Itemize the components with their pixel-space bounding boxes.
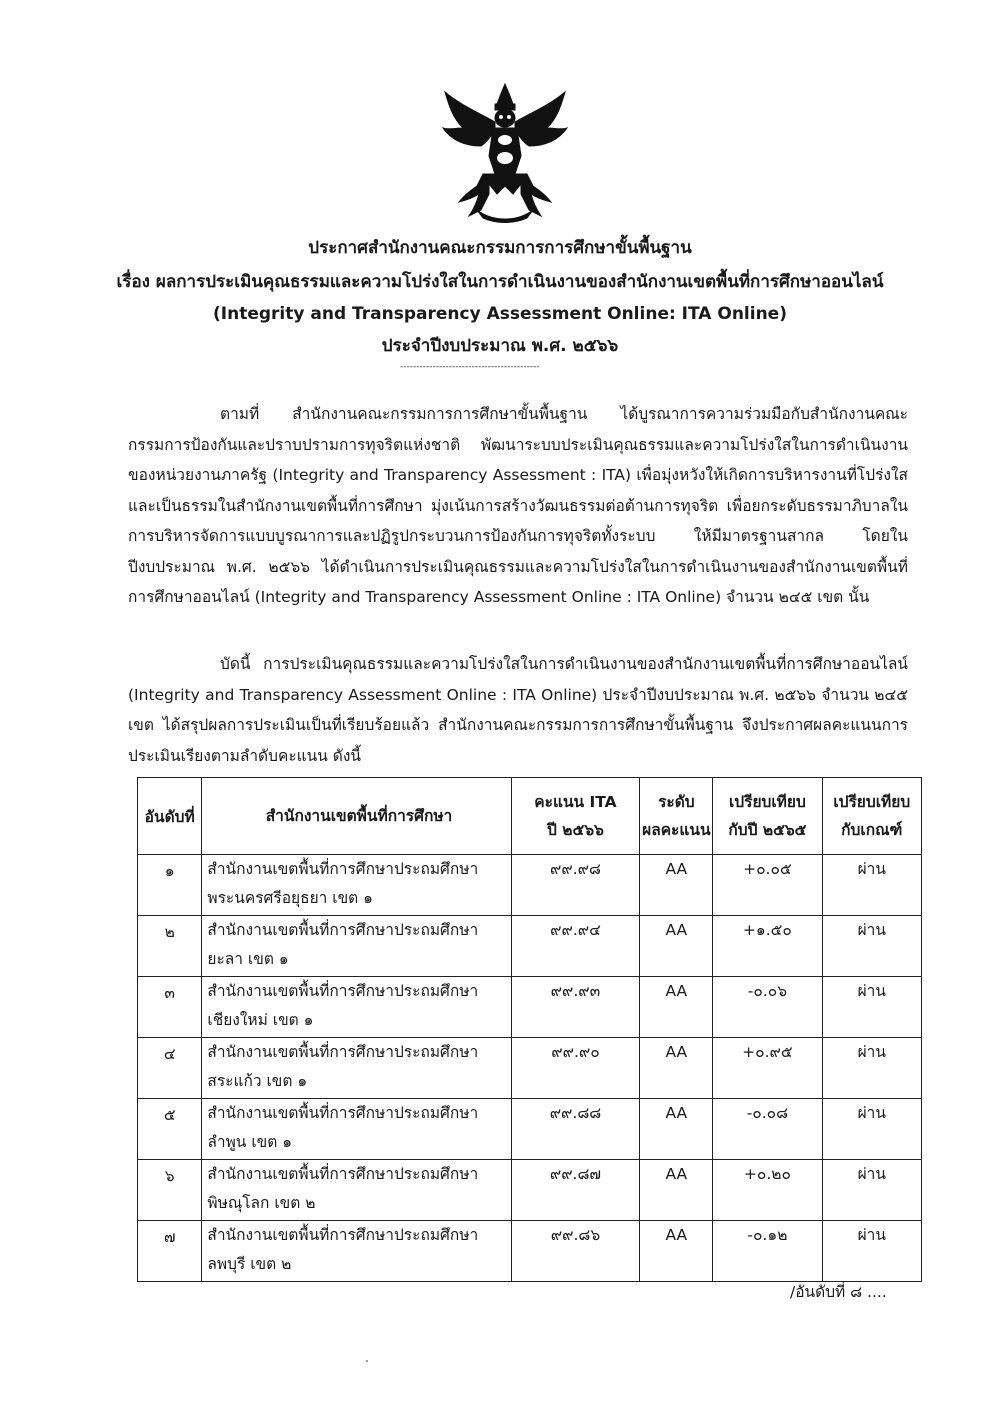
office-line1: สำนักงานเขตพื้นที่การศึกษาประถมศึกษา xyxy=(207,921,479,939)
table-row xyxy=(138,1221,922,1282)
office-cell xyxy=(202,1160,511,1221)
compare-cell: -๐.๑๒ xyxy=(713,1221,822,1282)
office-line1: สำนักงานเขตพื้นที่การศึกษาประถมศึกษา xyxy=(207,982,479,1000)
score-cell: ๙๙.๙๔ xyxy=(511,916,640,977)
header-compare-line1: เปรียบเทียบ xyxy=(728,793,806,811)
office-line2: พิษณุโลก เขต ๒ xyxy=(207,1194,316,1212)
body-paragraph-1: ตามที่ สำนักงานคณะกรรมการการศึกษาขั้นพื้นฐาน ได้บูรณาการความร่วมมือกับสำนักงานคณะกรรมการป้องกันและปราบปรามการทุจริตแห่งชาติ พัฒนาระบบประเมินคุณธรรมและความโปร่งใสในการดำเนินงานของหน่วยงานภาครัฐ (Integrity and Transparency Assessment : ITA) เพื่อมุ่งหวังให้เกิดการบริหารงานที่โปร่งใสและเป็นธรรมในสำนักงานเขตพื้นที่การศึกษา มุ่งเน้นการสร้างวัฒนธรรมต่อต้านการทุจริต เพื่อยกระดับธรรมาภิบาลในการบริหารจัดการแบบบูรณาการและปฏิรูปกระบวนการป้องกันการทุจริตทั้งระบบ ให้มีมาตรฐานสากล โดยในปีงบประมาณ พ.ศ. ๒๕๖๖ ได้ดำเนินการประเมินคุณธรรมและความโปร่งใสในการดำเนินงานของสำนักงานเขตพื้นที่การศึกษาออนไลน์ (Integrity and Transparency Assessment Online : ITA Online) จำนวน ๒๔๕ เขต นั้น xyxy=(128,405,908,606)
title-separator: ------------------------------------------- xyxy=(400,362,540,372)
office-cell xyxy=(202,916,511,977)
office-cell xyxy=(202,977,511,1038)
scan-speck xyxy=(366,1360,368,1362)
header-score-line2: ปี ๒๕๖๖ xyxy=(547,821,604,839)
level-cell: AA xyxy=(640,916,713,977)
compare-cell: -๐.๐๖ xyxy=(713,977,822,1038)
compare-cell: +๑.๕๐ xyxy=(713,916,822,977)
result-cell: ผ่าน xyxy=(822,977,921,1038)
office-line1: สำนักงานเขตพื้นที่การศึกษาประถมศึกษา xyxy=(207,1104,479,1122)
page-continuation: /อันดับที่ ๘ .... xyxy=(790,1283,887,1301)
office-cell xyxy=(202,1099,511,1160)
result-cell: ผ่าน xyxy=(822,1099,921,1160)
header-level-line2: ผลคะแนน xyxy=(642,821,711,839)
announcement-title: ประกาศสำนักงานคณะกรรมการการศึกษาขั้นพื้นฐาน xyxy=(308,238,692,258)
office-line1: สำนักงานเขตพื้นที่การศึกษาประถมศึกษา xyxy=(207,1043,479,1061)
table-row xyxy=(138,916,922,977)
header-score-line1: คะแนน ITA xyxy=(534,793,617,811)
result-cell: ผ่าน xyxy=(822,1160,921,1221)
header-score xyxy=(511,778,640,855)
level-cell: AA xyxy=(640,1038,713,1099)
table-header-row xyxy=(138,778,922,855)
level-cell: AA xyxy=(640,1099,713,1160)
header-level xyxy=(640,778,713,855)
rank-cell: ๗ xyxy=(138,1221,202,1282)
header-compare-line2: กับปี ๒๕๖๕ xyxy=(728,821,807,839)
table-row xyxy=(138,1099,922,1160)
level-cell: AA xyxy=(640,1160,713,1221)
office-line2: ลพบุรี เขต ๒ xyxy=(207,1255,292,1273)
announcement-subject: เรื่อง ผลการประเมินคุณธรรมและความโปร่งใสในการดำเนินงานของสำนักงานเขตพื้นที่การศึกษาออนไลน์ xyxy=(116,272,884,292)
rank-cell: ๔ xyxy=(138,1038,202,1099)
office-line2: ลำพูน เขต ๑ xyxy=(207,1133,293,1151)
header-compare-year xyxy=(713,778,822,855)
result-cell: ผ่าน xyxy=(822,1038,921,1099)
body-paragraph-2: บัดนี้ การประเมินคุณธรรมและความโปร่งใสในการดำเนินงานของสำนักงานเขตพื้นที่การศึกษาออนไลน์ (Integrity and Transparency Assessment Online : ITA Online) ประจำปีงบประมาณ พ.ศ. ๒๕๖๖ จำนวน ๒๔๕ เขต ได้สรุปผลการประเมินเป็นที่เรียบร้อยแล้ว สำนักงานคณะกรรมการการศึกษาขั้นพื้นฐาน จึงประกาศผลคะแนนการประเมินเรียงตามลำดับคะแนน ดังนี้ xyxy=(128,655,908,765)
level-cell: AA xyxy=(640,977,713,1038)
office-cell xyxy=(202,1038,511,1099)
garuda-emblem-icon xyxy=(437,82,573,224)
result-cell: ผ่าน xyxy=(822,855,921,916)
table-row xyxy=(138,855,922,916)
score-cell: ๙๙.๙๘ xyxy=(511,855,640,916)
office-line1: สำนักงานเขตพื้นที่การศึกษาประถมศึกษา xyxy=(207,860,479,878)
result-cell: ผ่าน xyxy=(822,1221,921,1282)
header-compare-criteria xyxy=(822,778,921,855)
rank-cell: ๖ xyxy=(138,1160,202,1221)
compare-cell: -๐.๐๘ xyxy=(713,1099,822,1160)
rank-cell: ๒ xyxy=(138,916,202,977)
header-criteria-line1: เปรียบเทียบ xyxy=(833,793,911,811)
office-line1: สำนักงานเขตพื้นที่การศึกษาประถมศึกษา xyxy=(207,1226,479,1244)
table-row xyxy=(138,977,922,1038)
rank-cell: ๑ xyxy=(138,855,202,916)
score-cell: ๙๙.๘๖ xyxy=(511,1221,640,1282)
rank-cell: ๓ xyxy=(138,977,202,1038)
office-line2: เชียงใหม่ เขต ๑ xyxy=(207,1011,314,1029)
header-level-line1: ระดับ xyxy=(658,793,695,811)
header-rank: อันดับที่ xyxy=(138,778,202,855)
result-cell: ผ่าน xyxy=(822,916,921,977)
header-criteria-line2: กับเกณฑ์ xyxy=(841,821,903,839)
level-cell: AA xyxy=(640,855,713,916)
table-row xyxy=(138,1038,922,1099)
level-cell: AA xyxy=(640,1221,713,1282)
office-cell xyxy=(202,1221,511,1282)
score-cell: ๙๙.๙๐ xyxy=(511,1038,640,1099)
compare-cell: +๐.๒๐ xyxy=(713,1160,822,1221)
office-cell xyxy=(202,855,511,916)
score-cell: ๙๙.๘๗ xyxy=(511,1160,640,1221)
announcement-fiscal-year: ประจำปีงบประมาณ พ.ศ. ๒๕๖๖ xyxy=(381,336,619,356)
office-line2: ยะลา เขต ๑ xyxy=(207,950,289,968)
rank-cell: ๕ xyxy=(138,1099,202,1160)
score-cell: ๙๙.๘๘ xyxy=(511,1099,640,1160)
ita-results-table xyxy=(137,777,922,1282)
office-line2: พระนครศรีอยุธยา เขต ๑ xyxy=(207,889,374,907)
compare-cell: +๐.๐๕ xyxy=(713,855,822,916)
header-office: สำนักงานเขตพื้นที่การศึกษา xyxy=(202,778,511,855)
office-line2: สระแก้ว เขต ๑ xyxy=(207,1072,308,1090)
compare-cell: +๐.๙๕ xyxy=(713,1038,822,1099)
table-row xyxy=(138,1160,922,1221)
score-cell: ๙๙.๙๓ xyxy=(511,977,640,1038)
announcement-subject-english: (Integrity and Transparency Assessment Online: ITA Online) xyxy=(213,304,787,324)
office-line1: สำนักงานเขตพื้นที่การศึกษาประถมศึกษา xyxy=(207,1165,479,1183)
